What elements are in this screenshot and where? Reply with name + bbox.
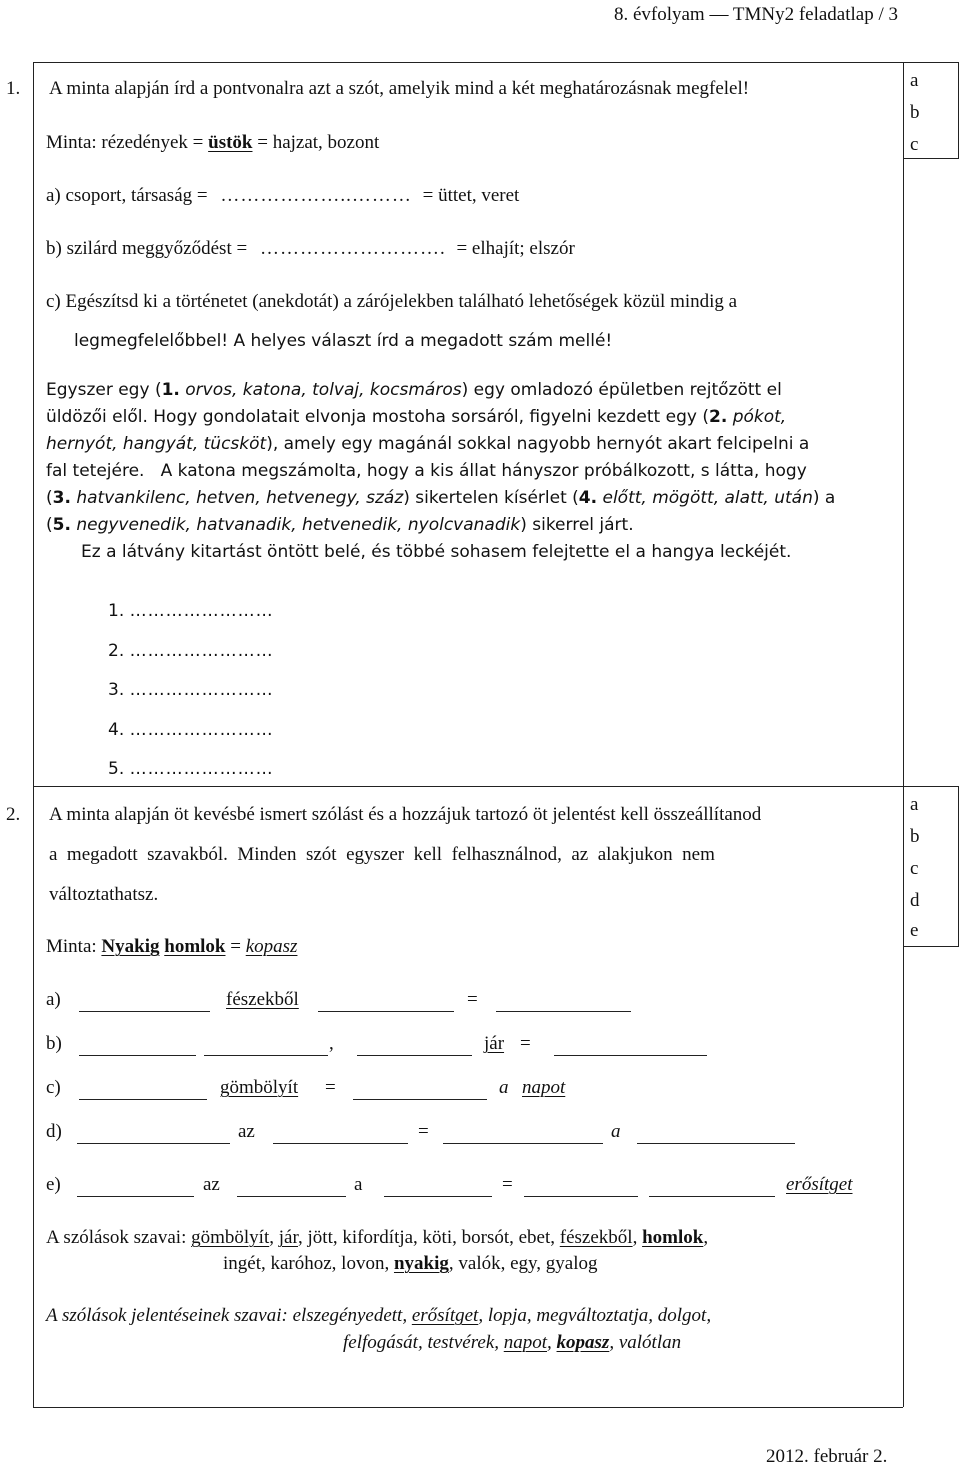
row-d-word: az (238, 1121, 255, 1142)
sample-answer: üstök (208, 132, 253, 153)
task2-number: 2. (6, 804, 21, 825)
row-d-article: a (611, 1121, 621, 1142)
row-d-blank-2[interactable] (273, 1143, 408, 1144)
row-e-blank-5[interactable] (649, 1196, 775, 1197)
page-header: 8. évfolyam — TMNy2 feladatlap / 3 (613, 4, 898, 25)
task2-frame-left (33, 786, 34, 1407)
row-a-blank-3[interactable] (496, 1011, 631, 1012)
meaning-bank-item-2: , lopja, megváltoztatja, dolgot, (478, 1305, 712, 1326)
task1-item-b: b) szilárd meggyőződést = ………………………. = elhajít; elszór (46, 238, 575, 259)
row-c-blank-1[interactable] (79, 1099, 207, 1100)
answer-list (108, 592, 274, 790)
task1-sample: Minta: rézedények = üstök = hajzat, bozont (46, 132, 380, 153)
row-b-blank-1[interactable] (79, 1055, 196, 1056)
row-a-word: fészekből (226, 989, 299, 1010)
word-bank-item-1: , (269, 1227, 279, 1248)
score-box2-right (958, 786, 959, 946)
story-paragraph (46, 377, 896, 566)
row-b-comma: , (329, 1033, 334, 1054)
meaning-bank-line2 (343, 1332, 681, 1354)
task2-instruction-line2: a megadott szavakból. Minden szót egyszer kell felhasználnod, az alakjukon nem (49, 844, 715, 865)
frame-right-divider (903, 62, 904, 1407)
row-b-word: jár (484, 1033, 505, 1054)
score-letter-a: a (910, 70, 919, 91)
meaning-bank-item-2-3: kopasz (556, 1332, 610, 1353)
answer-slot-2[interactable]: 2. …………………… (108, 640, 274, 661)
row-c-word: gömbölyít (220, 1077, 299, 1098)
row-d-blank-4[interactable] (637, 1143, 795, 1144)
meaning-bank-item-2-2: , (547, 1332, 557, 1353)
score2-letter-a: a (910, 794, 919, 815)
row-b-blank-2[interactable] (204, 1055, 328, 1056)
row-a-eq: = (467, 989, 478, 1010)
row-a-label: a) (46, 989, 61, 1010)
task1-item-c-line2: legmegfelelőbbel! A helyes választ írd a megadott szám mellé! (74, 331, 613, 351)
row-d-label: d) (46, 1121, 62, 1142)
answer-dotline-a[interactable]: ………………..……… (220, 185, 412, 206)
word-bank-item-4: fészekből (559, 1227, 633, 1248)
row-d-eq: = (418, 1121, 429, 1142)
score-letter-b: b (910, 102, 920, 123)
story-line-2: üldözői elől. Hogy gondolatait elvonja mostoha sorsáról, figyelni kezdett egy (2. pókot, (46, 407, 787, 427)
row-e-word: az (203, 1174, 220, 1195)
row-a-blank-2[interactable] (318, 1011, 454, 1012)
row-c-eq: = (325, 1077, 336, 1098)
row-e-article: a (354, 1174, 363, 1195)
word-bank-item-2-2: , valók, egy, gyalog (448, 1253, 598, 1274)
row-c-word-2: napot (522, 1077, 566, 1098)
row-e-eq: = (502, 1174, 513, 1195)
task2-sample: Minta: Nyakig homlok = kopasz (46, 936, 298, 957)
task2-instruction-line3: változtathatsz. (49, 884, 159, 905)
row-e-word-2: erősítget (786, 1174, 853, 1195)
answer-slot-5[interactable]: 5. …………………… (108, 759, 274, 779)
score2-letter-b: b (910, 826, 920, 847)
row-e-blank-1[interactable] (77, 1196, 194, 1197)
story-line-3: hernyót, hangyát, tücsköt), amely egy magánál sokkal nagyobb hernyót akart felcipelni a (46, 434, 810, 454)
word-bank-item-2-1: nyakig (393, 1253, 449, 1274)
story-line-5: (3. hatvankilenc, hetven, hetvenegy, száz) sikertelen kísérlet (4. előtt, mögött, alatt, után) a (46, 488, 836, 508)
word-bank-item-6: homlok (642, 1227, 704, 1248)
row-e-blank-4[interactable] (524, 1196, 638, 1197)
task2-instruction-line1: A minta alapján öt kevésbé ismert szólást és a hozzájuk tartozó öt jelentést kell összeállítanod (49, 804, 762, 825)
meaning-bank-item-1: erősítget (411, 1305, 479, 1326)
word-bank-item-7: , (703, 1227, 709, 1248)
score2-letter-c: c (910, 858, 919, 879)
task1-item-c-line1: c) Egészítsd ki a történetet (anekdotát) a zárójelekben található lehetőségek közül mindig a (46, 291, 738, 312)
word-bank-item-2-0: ingét, karóhoz, lovon, (223, 1253, 394, 1274)
row-e-label: e) (46, 1174, 61, 1195)
row-b-eq: = (520, 1033, 531, 1054)
answer-dotline-b[interactable]: ………………………. (259, 238, 446, 259)
answer-slot-4[interactable]: 4. …………………… (108, 719, 274, 740)
task2-frame-bottom (33, 1407, 903, 1408)
answer-slot-1[interactable]: 1. …………………… (108, 601, 274, 621)
score2-letter-e: e (910, 920, 919, 941)
word-bank-line2 (223, 1253, 598, 1275)
row-c-label: c) (46, 1077, 61, 1098)
score-box-bottom (903, 158, 959, 159)
page-footer-date: 2012. február 2. (766, 1446, 888, 1467)
task1-frame-top (33, 62, 959, 63)
row-d-blank-3[interactable] (443, 1143, 603, 1144)
row-e-blank-3[interactable] (384, 1196, 492, 1197)
task1-item-a: a) csoport, társaság = ………………..……… = üttet, veret (46, 185, 520, 206)
word-bank-item-5: , (632, 1227, 643, 1248)
score-box-right (958, 62, 959, 158)
meaning-bank-item-2-0: felfogását, testvérek, (343, 1332, 504, 1353)
meaning-bank-item-2-1: napot (503, 1332, 548, 1353)
meaning-bank-line1: A szólások jelentéseinek szavai: elszegényedett, erősítget, lopja, megváltoztatja, dolgot, (46, 1305, 712, 1326)
row-b-blank-4[interactable] (554, 1055, 707, 1056)
word-bank-item-2: jár (278, 1227, 299, 1248)
score-box2-bottom (903, 946, 959, 947)
task1-instruction: A minta alapján írd a pontvonalra azt a szót, amelyik mind a két meghatározásnak megfelel! (49, 78, 750, 99)
story-line-4: fal tetejére. A katona megszámolta, hogy a kis állat hányszor próbálkozott, s látta, hogy (46, 461, 807, 481)
story-line-1: Egyszer egy (1. orvos, katona, tolvaj, kocsmáros) egy omladozó épületben rejtőzött el (46, 380, 782, 400)
word-bank-item-0: gömbölyít (191, 1227, 270, 1248)
score2-letter-d: d (910, 890, 920, 911)
row-b-label: b) (46, 1033, 62, 1054)
row-c-article: a (499, 1077, 509, 1098)
meaning-bank-item-0: elszegényedett, (292, 1305, 412, 1326)
row-d-blank-1[interactable] (77, 1143, 230, 1144)
row-b-blank-3[interactable] (357, 1055, 472, 1056)
task1-frame-left (33, 62, 34, 786)
row-e-blank-2[interactable] (237, 1196, 346, 1197)
row-a-blank-1[interactable] (79, 1011, 210, 1012)
task1-number: 1. (6, 78, 21, 99)
row-c-blank-2[interactable] (353, 1099, 487, 1100)
word-bank-line1: A szólások szavai: gömbölyít, jár, jött, kifordítja, köti, borsót, ebet, fészekből, homlok, (46, 1227, 709, 1248)
answer-slot-3[interactable]: 3. …………………… (108, 680, 274, 700)
score-letter-c: c (910, 134, 919, 155)
story-line-7: Ez a látvány kitartást öntött belé, és többé sohasem felejtette el a hangya leckéjét. (81, 542, 792, 562)
word-bank-item-3: , jött, kifordítja, köti, borsót, ebet, (298, 1227, 560, 1248)
meaning-bank-item-2-4: , valótlan (609, 1332, 682, 1353)
story-line-6: (5. negyvenedik, hatvanadik, hetvenedik, nyolcvanadik) sikerrel járt. (46, 515, 634, 535)
